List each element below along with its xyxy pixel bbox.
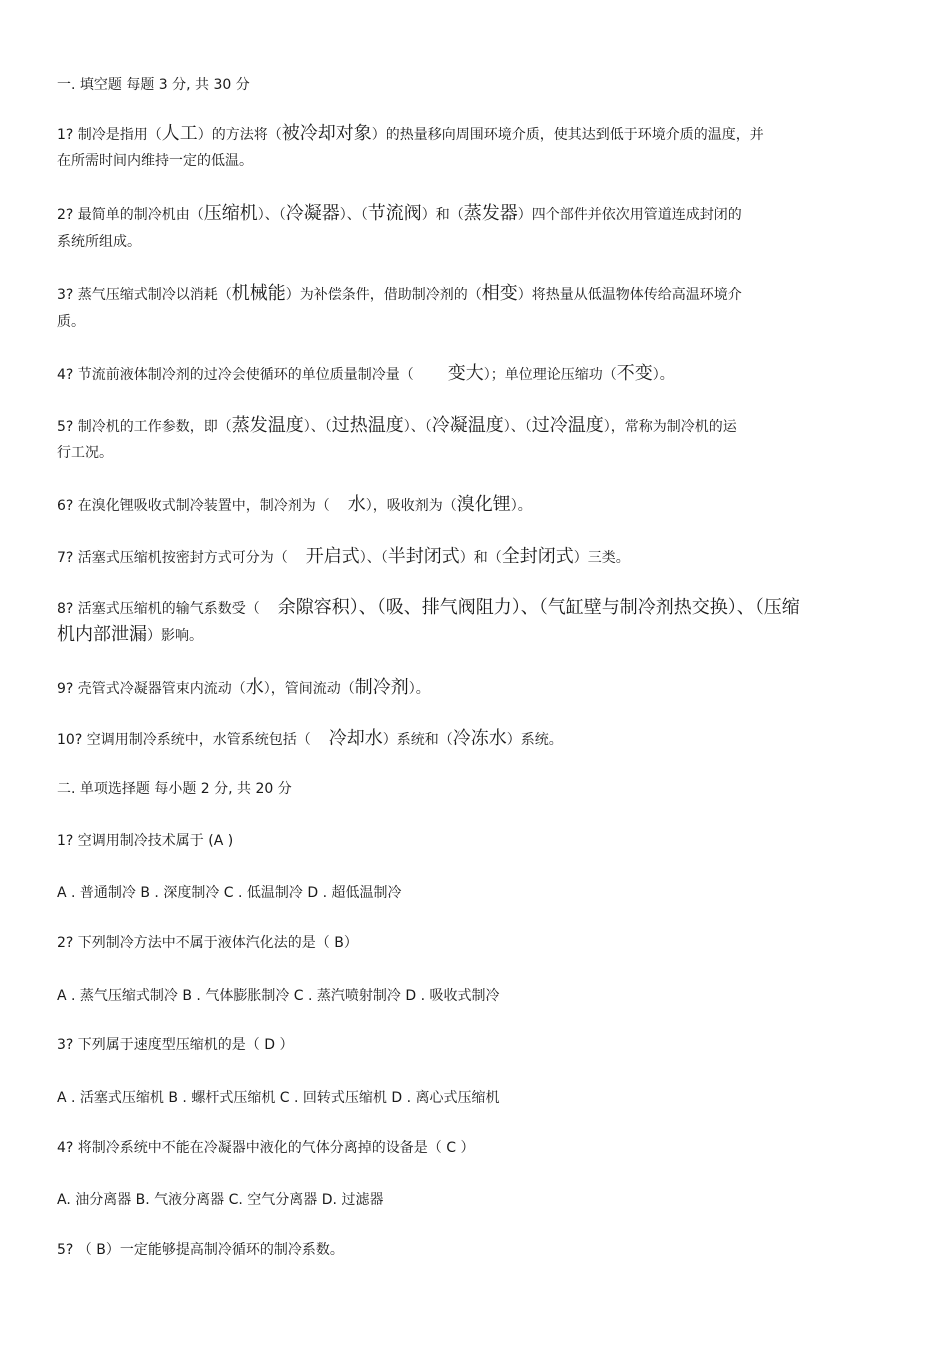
answer: 节流阀 [367,203,422,224]
answer: 变大 [447,363,484,384]
answer: 溴化锂 [456,494,511,515]
fill-question-9: 9? 壳管式冷凝器管束内流动（水），管间流动（制冷剂）。 [57,677,430,698]
choice-options-2: A . 蒸气压缩式制冷 B . 气体膨胀制冷 C . 蒸汽喷射制冷 D . 吸收式制冷 [57,988,500,1004]
fill-question-6: 6? 在溴化锂吸收式制冷装置中，制冷剂为（ 水），吸收剂为（溴化锂）。 [57,494,532,515]
answer: 气缸壁与制冷剂热交换 [547,597,728,618]
answer: 吸、排气阀阻力 [385,597,512,618]
choice-question-2: 2? 下列制冷方法中不属于液体汽化法的是（ B） [57,935,358,951]
answer: 冷凝温度 [431,415,504,436]
choice-options-3: A . 活塞式压缩机 B . 螺杆式压缩机 C . 回转式压缩机 D . 离心式压缩机 [57,1090,500,1106]
fill-question-5-cont: 行工况。 [57,445,113,461]
choice-options-4: A. 油分离器 B. 气液分离器 C. 空气分离器 D. 过滤器 [57,1192,384,1208]
fill-question-4: 4? 节流前液体制冷剂的过冷会使循环的单位质量制冷量（ 变大）；单位理论压缩功（不变）。 [57,363,674,384]
fill-question-5: 5? 制冷机的工作参数，即（蒸发温度）、（过热温度）、（冷凝温度）、（过冷温度），常称为制冷机的运 [57,415,737,436]
answer: 冷凝器 [285,203,340,224]
answer: 余隙容积 [277,597,350,618]
answer: 相变 [481,283,518,304]
answer: 蒸发器 [463,203,518,224]
answer: 制冷剂 [354,677,409,698]
answer: 蒸发温度 [231,415,304,436]
fill-question-7: 7? 活塞式压缩机按密封方式可分为（ 开启式）、（半封闭式）和（全封闭式）三类。 [57,546,630,567]
choice-question-5: 5? （ B）一定能够提高制冷循环的制冷系数。 [57,1242,344,1258]
choice-options-1: A . 普通制冷 B . 深度制冷 C . 低温制冷 D . 超低温制冷 [57,885,402,901]
answer: 开启式 [305,546,360,567]
fill-question-2-cont: 系统所组成。 [57,234,141,250]
answer: 半封闭式 [387,546,460,567]
answer: 过热温度 [331,415,404,436]
answer: 全封闭式 [501,546,574,567]
answer: 过冷温度 [531,415,604,436]
section-title-fill: 一. 填空题 每题 3 分, 共 30 分 [57,77,250,93]
choice-question-1: 1? 空调用制冷技术属于 (A ) [57,833,234,849]
fill-question-8-cont: 机内部泄漏）影响。 [57,624,203,645]
answer: 冷却水 [328,728,383,749]
fill-question-2: 2? 最简单的制冷机由（压缩机）、（冷凝器）、（节流阀）和（蒸发器）四个部件并依次用管道连成封闭的 [57,203,742,224]
answer: 水 [245,677,264,698]
fill-question-3: 3? 蒸气压缩式制冷以消耗（机械能）为补偿条件，借助制冷剂的（相变）将热量从低温物体传给高温环境介 [57,283,742,304]
fill-question-1-cont: 在所需时间内维持一定的低温。 [57,153,253,169]
fill-question-3-cont: 质。 [57,314,85,330]
answer: 压缩 [763,597,800,618]
fill-question-8: 8? 活塞式压缩机的输气系数受（ 余隙容积）、（吸、排气阀阻力）、（气缸壁与制冷剂热交换）、（压缩 [57,597,800,618]
answer: 机内部泄漏 [57,624,147,645]
section-title-choice: 二. 单项选择题 每小题 2 分, 共 20 分 [57,781,292,797]
fill-question-1: 1? 制冷是指用（人工）的方法将（被冷却对象）的热量移向周围环境介质，使其达到低于环境介质的温度，并 [57,123,764,144]
answer: 压缩机 [203,203,258,224]
answer: 不变 [616,363,653,384]
choice-question-4: 4? 将制冷系统中不能在冷凝器中液化的气体分离掉的设备是（ C ） [57,1140,475,1156]
answer: 水 [347,494,366,515]
answer: 人工 [161,123,198,144]
choice-question-3: 3? 下列属于速度型压缩机的是（ D ） [57,1037,294,1053]
answer: 冷冻水 [452,728,507,749]
answer: 机械能 [231,283,286,304]
fill-question-10: 10? 空调用制冷系统中，水管系统包括（ 冷却水）系统和（冷冻水）系统。 [57,728,563,749]
answer: 被冷却对象 [281,123,372,144]
